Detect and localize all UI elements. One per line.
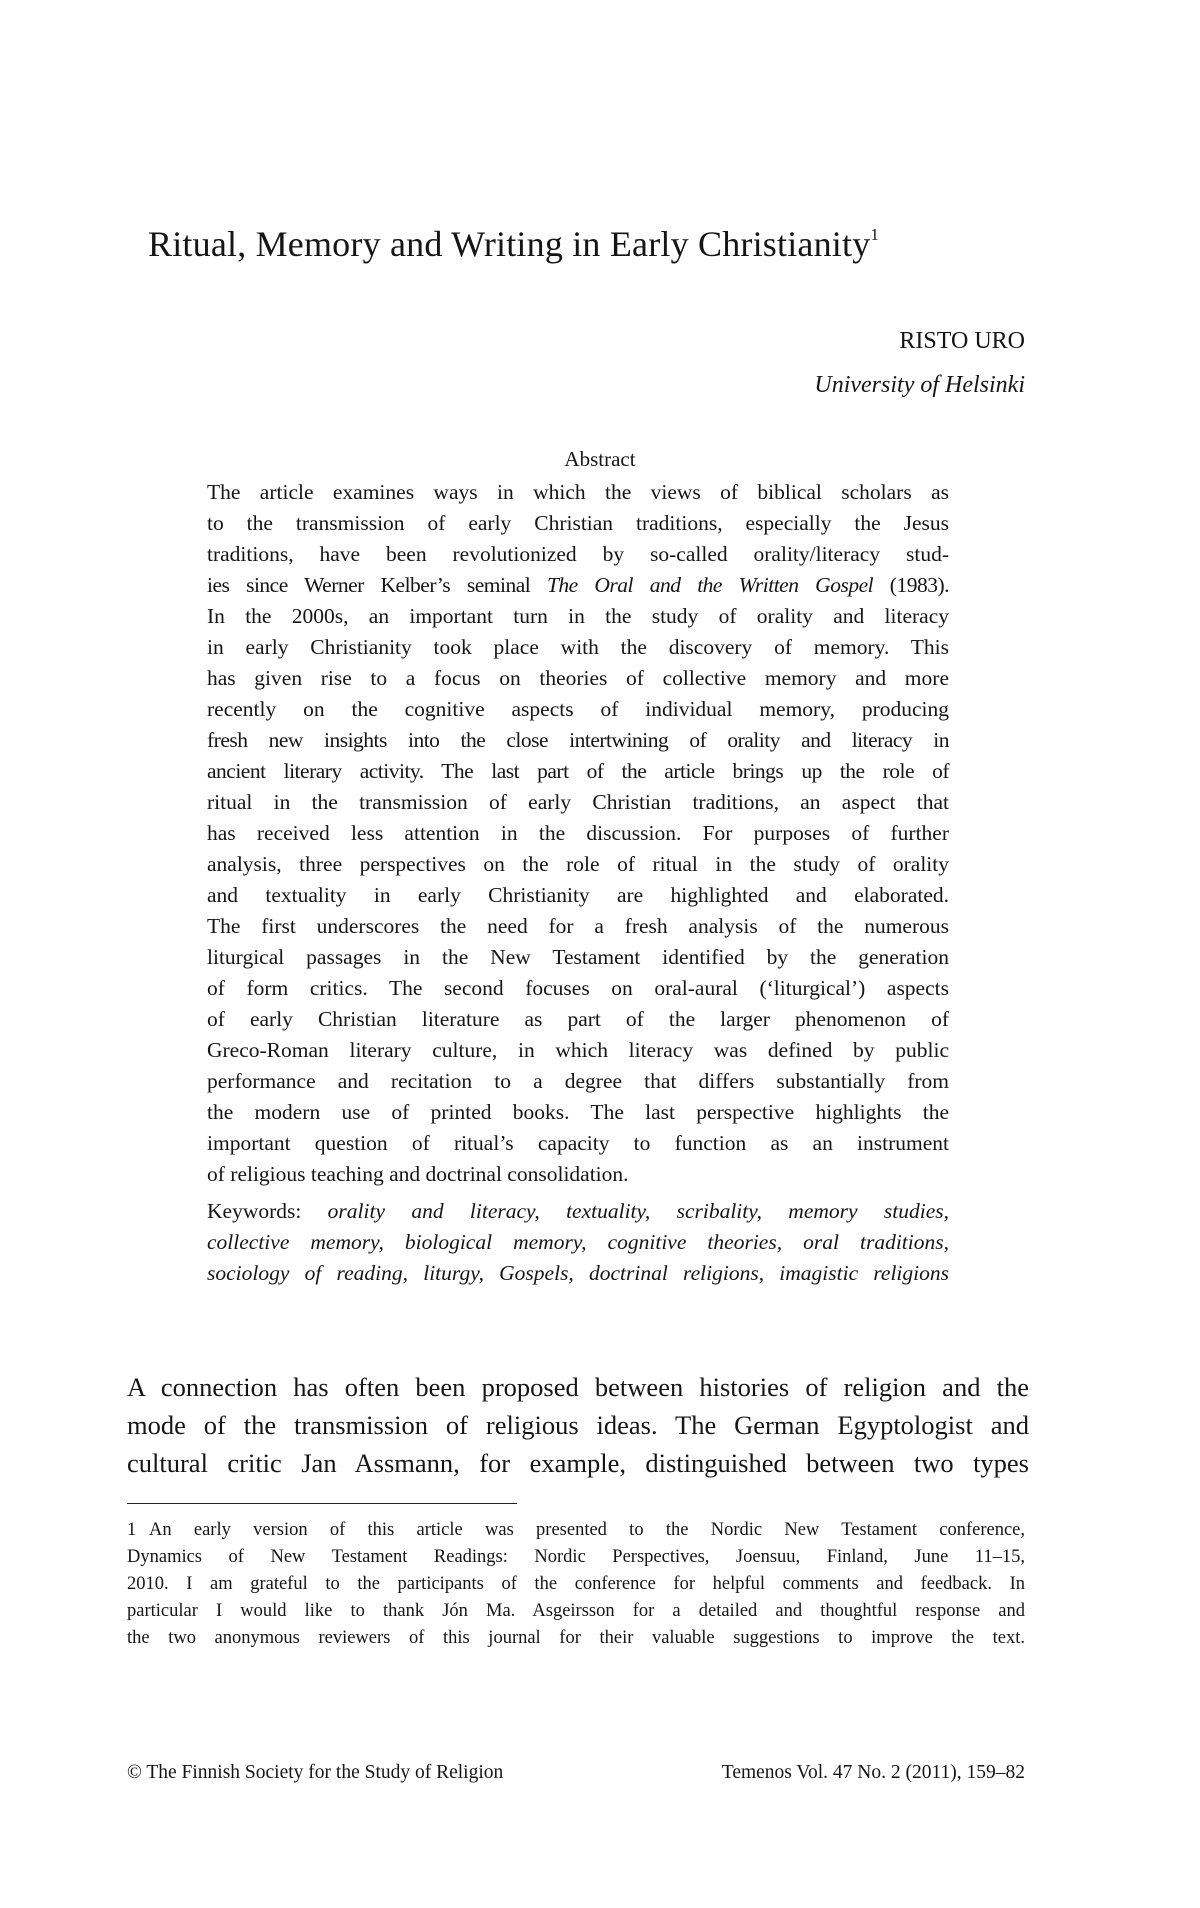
abstract-line: The article examines ways in which the views of biblical scholars as [207, 480, 949, 504]
footnote-line: Dynamics of New Testament Readings: Nordic Perspectives, Joensuu, Finland, June 11–15, [127, 1547, 1025, 1567]
abstract-line: and textuality in early Christianity are highlighted and elaborated. [207, 883, 949, 907]
article-title-text: Ritual, Memory and Writing in Early Christianity [148, 224, 871, 264]
body-paragraph [127, 1368, 1029, 1482]
abstract-line: fresh new insights into the close intertwining of orality and literacy in [207, 728, 949, 752]
abstract-line-with-book-title [207, 570, 949, 601]
abstract-line: ritual in the transmission of early Christian traditions, an aspect that [207, 790, 949, 814]
title-footnote-marker[interactable]: 1 [870, 225, 880, 244]
footnote-separator [127, 1503, 517, 1504]
abstract-line: of form critics. The second focuses on oral-aural (‘liturgical’) aspects [207, 976, 949, 1000]
author-affiliation: University of Helsinki [814, 372, 1025, 398]
keywords-line [207, 1258, 949, 1289]
book-title-italic: The Oral and the Written Gospel [546, 573, 874, 597]
abstract-line: recently on the cognitive aspects of individual memory, producing [207, 697, 949, 721]
keywords-label: Keywords: [207, 1199, 328, 1223]
abstract-line: of early Christian literature as part of the larger phenomenon of [207, 1007, 949, 1031]
body-line: A connection has often been proposed between histories of religion and the [127, 1372, 1029, 1402]
abstract-heading: Abstract [564, 447, 636, 471]
footnote-text: An early version of this article was presented to the Nordic New Testament conference, [149, 1520, 1025, 1540]
body-line: cultural critic Jan Assmann, for example, distinguished between two types [127, 1448, 1029, 1478]
copyright-notice: © The Finnish Society for the Study of Religion [127, 1762, 504, 1783]
footnote-line: 2010. I am grateful to the participants of the conference for helpful comments and feedback. In [127, 1574, 1025, 1594]
abstract-line-part: (1983). [873, 573, 949, 597]
abstract-line: has given rise to a focus on theories of collective memory and more [207, 666, 949, 690]
keywords-line [207, 1196, 949, 1227]
footnote-line [127, 1517, 1025, 1544]
footnote-line: the two anonymous reviewers of this journal for their valuable suggestions to improve the text. [127, 1628, 1025, 1648]
body-line: mode of the transmission of religious ideas. The German Egyptologist and [127, 1410, 1029, 1440]
keywords-line [207, 1227, 949, 1258]
abstract-line: Greco-Roman literary culture, in which literacy was defined by public [207, 1038, 949, 1062]
abstract-line: performance and recitation to a degree that differs substantially from [207, 1069, 949, 1093]
article-title [148, 222, 1108, 266]
abstract-line: of religious teaching and doctrinal consolidation. [207, 1162, 629, 1186]
keywords-block [207, 1196, 949, 1289]
abstract-line-part: ies since Werner Kelber’s seminal [207, 573, 547, 597]
abstract-body [207, 477, 949, 1190]
abstract-line: traditions, have been revolutionized by so-called orality/literacy stud- [207, 542, 949, 566]
keywords-terms: sociology of reading, liturgy, Gospels, doctrinal religions, imagistic religions [207, 1261, 949, 1285]
abstract-line: liturgical passages in the New Testament identified by the generation [207, 945, 949, 969]
abstract-line: to the transmission of early Christian traditions, especially the Jesus [207, 511, 949, 535]
journal-citation: Temenos Vol. 47 No. 2 (2011), 159–82 [721, 1762, 1025, 1783]
footnote-line: particular I would like to thank Jón Ma. Asgeirsson for a detailed and thoughtful response and [127, 1601, 1025, 1621]
keywords-terms: orality and literacy, textuality, scribality, memory studies, [327, 1199, 949, 1223]
abstract-line: The first underscores the need for a fresh analysis of the numerous [207, 914, 949, 938]
abstract-line: has received less attention in the discussion. For purposes of further [207, 821, 949, 845]
abstract-line: analysis, three perspectives on the role of ritual in the study of orality [207, 852, 949, 876]
author-name: RISTO URO [899, 328, 1025, 354]
abstract-line: ancient literary activity. The last part of the article brings up the role of [207, 759, 949, 783]
abstract-line: in early Christianity took place with the discovery of memory. This [207, 635, 949, 659]
abstract-line: important question of ritual’s capacity to function as an instrument [207, 1131, 949, 1155]
keywords-terms: collective memory, biological memory, cognitive theories, oral traditions, [207, 1230, 949, 1254]
footnote-number: 1 [127, 1520, 137, 1540]
abstract-line: the modern use of printed books. The last perspective highlights the [207, 1100, 949, 1124]
footnote-1 [127, 1517, 1025, 1652]
abstract-line: In the 2000s, an important turn in the study of orality and literacy [207, 604, 949, 628]
